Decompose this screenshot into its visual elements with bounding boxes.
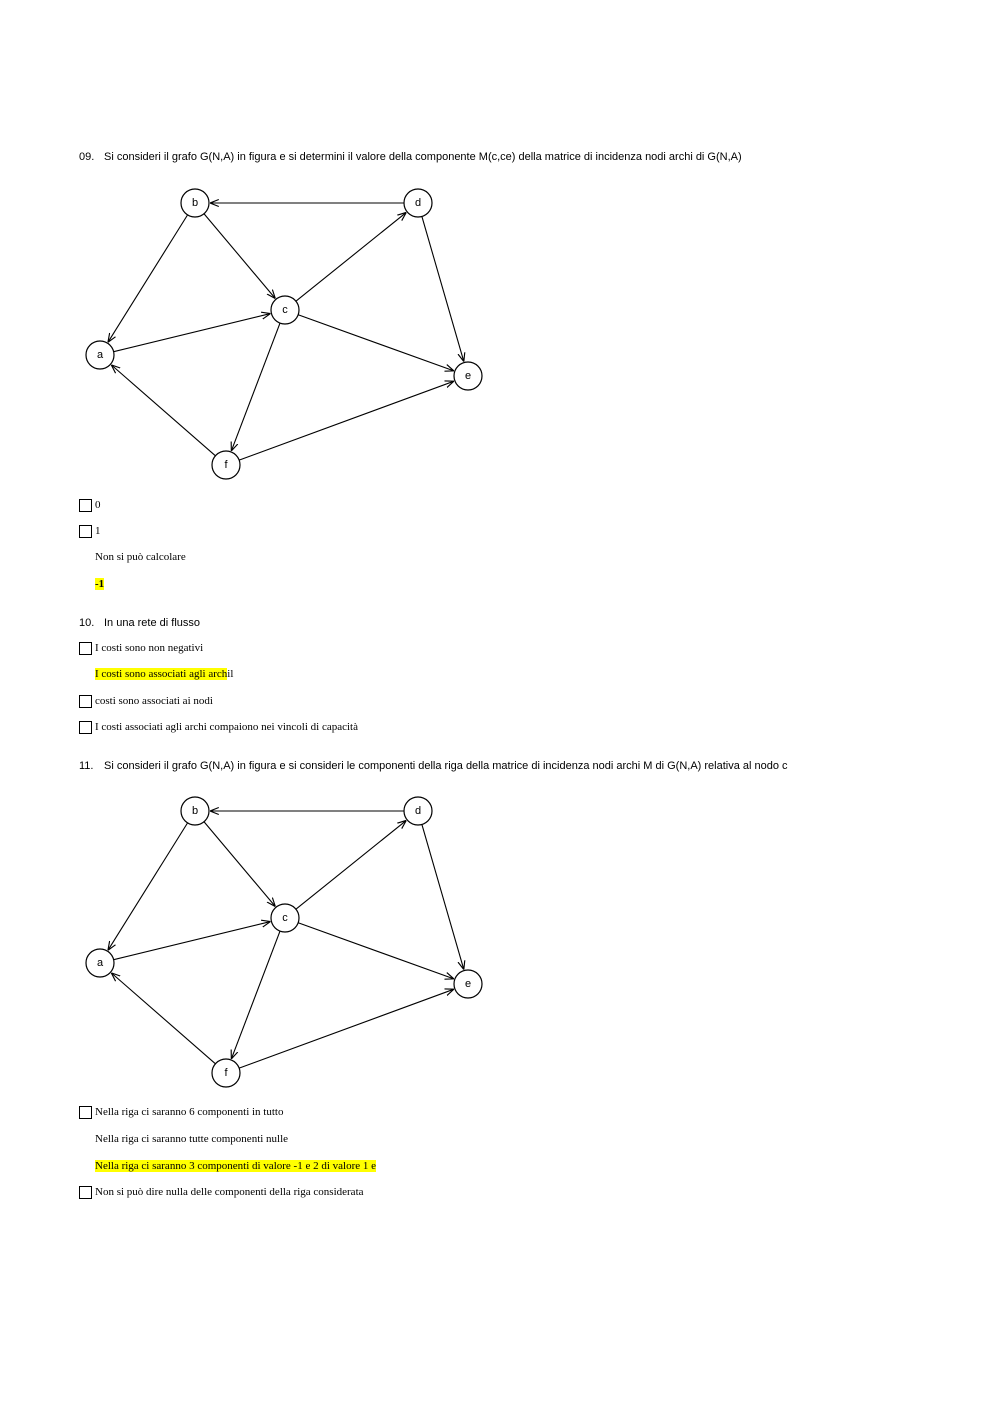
node-label-a: a [96, 349, 104, 361]
q11-option-1[interactable] [79, 1104, 283, 1120]
q10-option-4[interactable] [79, 719, 358, 735]
q11-option-2-label: Nella riga ci saranno tutte componenti nulle [95, 1133, 289, 1145]
q11-option-3-label-highlighted: Nella riga ci saranno 3 componenti di valore -1 e 2 di valore 1 e [95, 1160, 377, 1172]
question-09-text: Si consideri il grafo G(N,A) in figura e si determini il valore della componente M(c,ce) della matrice di incidenza nodi archi di G(N,A) [104, 151, 742, 163]
node-label-b: b [191, 805, 199, 817]
edge-c-f [231, 323, 280, 451]
q10-option-2[interactable] [79, 666, 233, 682]
q09-option-2-checkbox[interactable] [79, 525, 92, 538]
q10-option-4-checkbox[interactable] [79, 721, 92, 734]
q10-option-3-checkbox[interactable] [79, 695, 92, 708]
q11-option-1-label: Nella riga ci saranno 6 componenti in tutto [95, 1106, 284, 1118]
q10-option-4-label: I costi associati agli archi compaiono nei vincoli di capacità [95, 721, 358, 733]
q10-option-3-label: costi sono associati ai nodi [95, 695, 213, 707]
edge-c-f [231, 931, 280, 1059]
q10-option-2-label-rest: il [227, 668, 234, 680]
edge-c-d [296, 820, 406, 909]
graph-figure-q11 [80, 793, 490, 1088]
q11-option-2[interactable] [79, 1131, 288, 1147]
question-10-number: 10. [79, 617, 95, 629]
question-09-number: 09. [79, 151, 95, 163]
edge-b-a [108, 823, 188, 950]
node-label-d: d [414, 805, 422, 817]
edge-d-e [422, 824, 464, 969]
q09-option-4[interactable] [79, 576, 104, 592]
edge-f-e [239, 381, 454, 460]
node-label-f: f [224, 1067, 228, 1079]
q11-option-4[interactable] [79, 1184, 364, 1200]
question-10 [79, 617, 200, 629]
edge-b-c [204, 214, 275, 299]
edge-b-a [108, 215, 188, 342]
q09-option-1[interactable] [79, 497, 101, 513]
q10-option-2-label-highlighted: I costi sono associati agli arch [95, 668, 228, 680]
q11-option-4-checkbox[interactable] [79, 1186, 92, 1199]
edge-f-a [111, 365, 215, 456]
node-label-e: e [464, 978, 472, 990]
node-label-a: a [96, 957, 104, 969]
node-label-f: f [224, 459, 228, 471]
question-10-text: In una rete di flusso [104, 617, 201, 629]
q09-option-2[interactable] [79, 523, 101, 539]
q09-option-4-label-highlighted: -1 [95, 578, 105, 590]
q11-option-1-checkbox[interactable] [79, 1106, 92, 1119]
node-label-e: e [464, 370, 472, 382]
edge-a-c [114, 922, 271, 960]
q10-option-1-checkbox[interactable] [79, 642, 92, 655]
q11-option-4-label: Non si può dire nulla delle componenti della riga considerata [95, 1186, 364, 1198]
q11-option-3[interactable] [79, 1158, 376, 1174]
node-label-d: d [414, 197, 422, 209]
node-label-c: c [282, 304, 288, 316]
question-11-number: 11. [79, 760, 94, 772]
q10-option-1[interactable] [79, 640, 203, 656]
edge-b-c [204, 822, 275, 907]
edge-f-e [239, 989, 454, 1068]
question-11 [79, 760, 788, 772]
edge-c-e [298, 923, 454, 979]
edge-c-d [296, 212, 406, 301]
q09-option-1-label: 0 [95, 499, 101, 511]
node-label-c: c [282, 912, 288, 924]
edge-d-e [422, 216, 464, 361]
edge-f-a [111, 973, 215, 1064]
edge-a-c [114, 314, 271, 352]
q09-option-3-label: Non si può calcolare [95, 551, 186, 563]
q10-option-3[interactable] [79, 693, 213, 709]
q10-option-1-label: I costi sono non negativi [95, 642, 204, 654]
question-11-text: Si consideri il grafo G(N,A) in figura e si consideri le componenti della riga della matrice di incidenza nodi archi M di G(N,A) relativa al nodo c [104, 760, 788, 772]
q09-option-2-label: 1 [95, 525, 101, 537]
graph-figure-q09 [80, 185, 490, 480]
node-label-b: b [191, 197, 199, 209]
q09-option-3[interactable] [79, 549, 186, 565]
question-09 [79, 151, 742, 163]
edge-c-e [298, 315, 454, 371]
q09-option-1-checkbox[interactable] [79, 499, 92, 512]
